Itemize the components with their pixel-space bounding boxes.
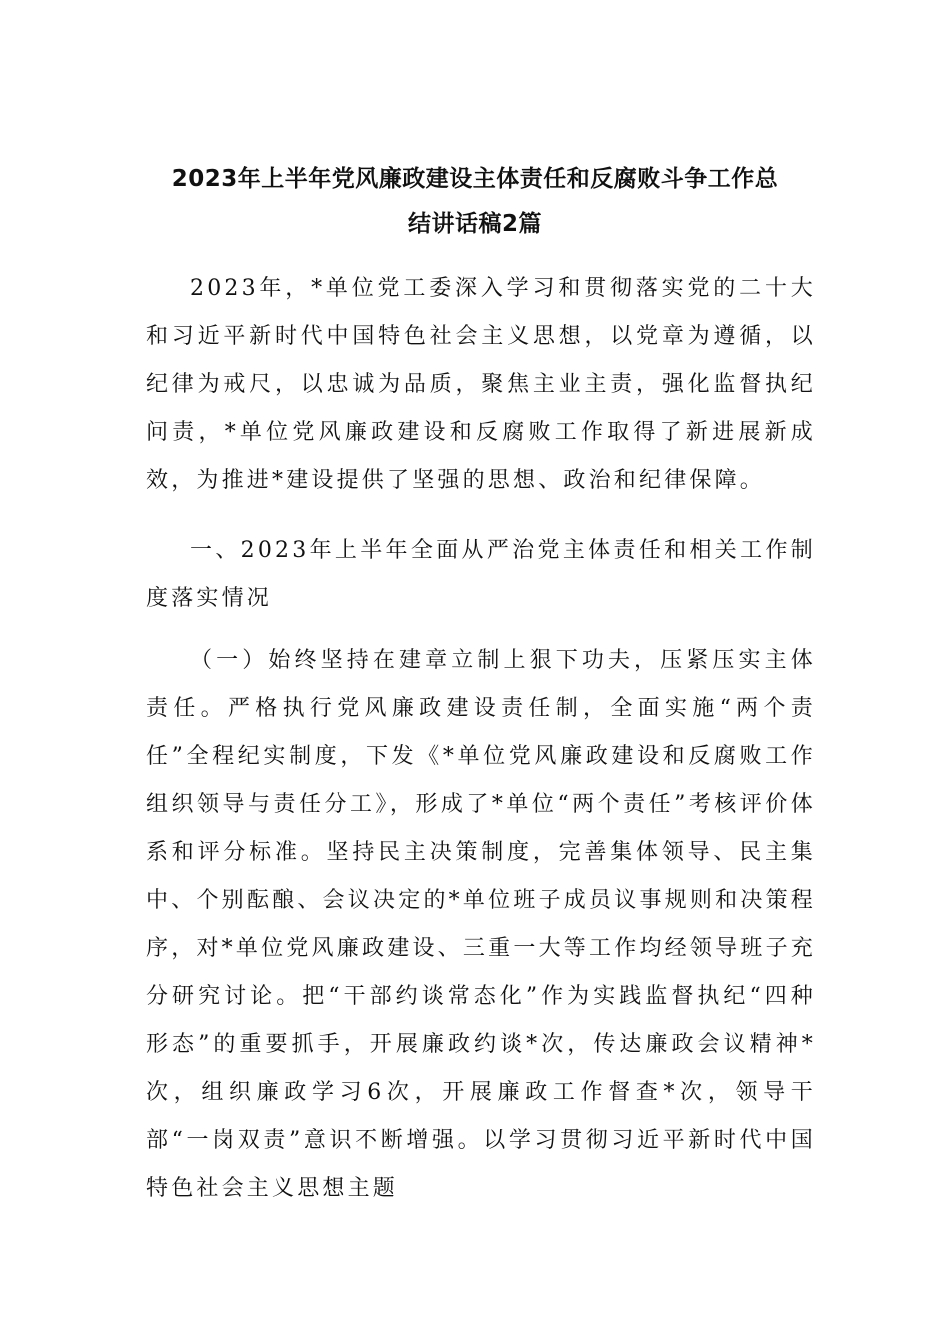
document-title-line-2: 结讲话稿2篇	[407, 211, 542, 237]
document-title-line-1: 2023年上半年党风廉政建设主体责任和反腐败斗争工作总	[171, 166, 779, 192]
paragraph-section-1-1: （一）始终坚持在建章立制上狠下功夫，压紧压实主体责任。严格执行党风廉政建设责任制，全面实施“两个责任”全程纪实制度，下发《*单位党风廉政建设和反腐败工作组织领导与责任分工》，形成了*单位“两个责任”考核评价体系和评分标准。坚持民主决策制度，完善集体领导、民主集中、个别酝酿、会议决定的*单位班子成员议事规则和决策程序，对*单位党风廉政建设、三重一大等工作均经领导班子充分研究讨论。把“干部约谈常态化”作为实践监督执纪“四种形态”的重要抓手，开展廉政约谈*次，传达廉政会议精神*次，组织廉政学习6次，开展廉政工作督查*次，领导干部“一岗双责”意识不断增强。以学习贯彻习近平新时代中国特色社会主义思想主题	[146, 648, 816, 1201]
paragraph-intro: 2023年，*单位党工委深入学习和贯彻落实党的二十大和习近平新时代中国特色社会主义思想，以党章为遵循，以纪律为戒尺，以忠诚为品质，聚焦主业主责，强化监督执纪问责，*单位党风廉政建设和反腐败工作取得了新进展新成效，为推进*建设提供了坚强的思想、政治和纪律保障。	[146, 276, 816, 493]
section-heading-1: 一、2023年上半年全面从严治党主体责任和相关工作制度落实情况	[146, 538, 816, 611]
